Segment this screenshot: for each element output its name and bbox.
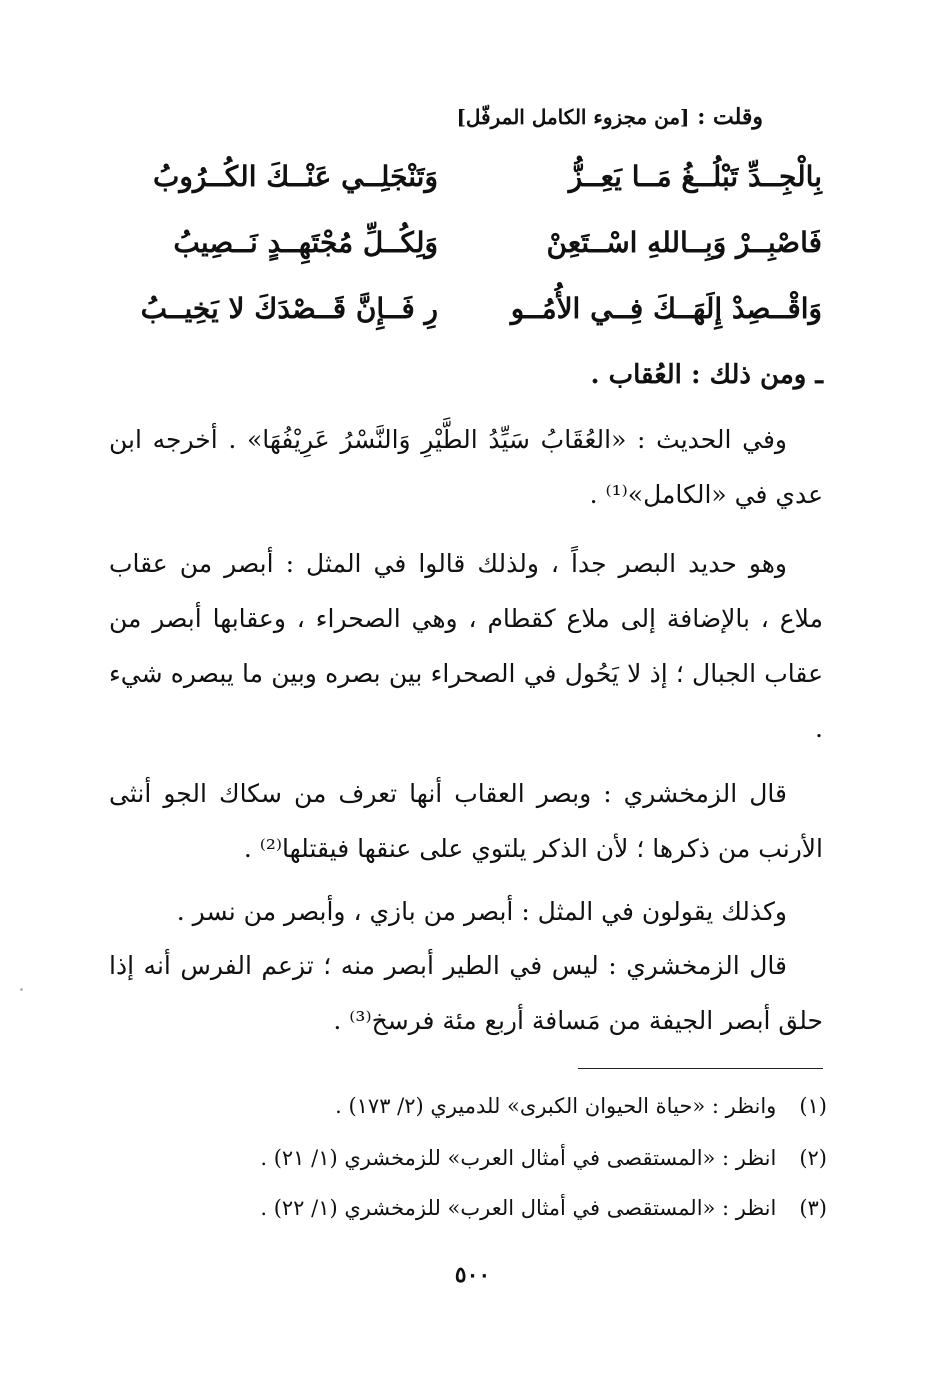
- footnote-separator: [578, 1068, 823, 1069]
- verse-second-hemistich: وَتَنْجَلِــي عَنْــكَ الكُــرُوبُ: [152, 160, 438, 193]
- verse-line: [108, 292, 822, 340]
- footnote-number: (٣): [799, 1196, 827, 1220]
- verse-first-hemistich: وَاقْــصِدْ إِلَهَــكَ فِــي الأُمُــو: [510, 292, 822, 325]
- verse-second-hemistich: رِ فَــإِنَّ قَــصْدَكَ لا يَخِيــبُ: [140, 292, 438, 325]
- body-paragraph: قال الزمخشري : ليس في الطير أبصر منه ؛ تزعم الفرس أنه إذا حلق أبصر الجيفة من مَسافة أربع مئة فرسخ⁽³⁾ .: [109, 951, 823, 1035]
- footnote: [113, 1196, 827, 1220]
- page-number: ٥٠٠: [454, 1262, 491, 1288]
- verse-introduction: [263, 104, 763, 130]
- verse-line: [108, 160, 822, 208]
- footnote: [113, 1146, 827, 1170]
- verse-first-hemistich: بِالْجِــدِّ تَبْلُــغُ مَــا يَعِــزُّ: [568, 160, 822, 193]
- verse-line: [108, 226, 822, 274]
- body-paragraph: وهو حديد البصر جداً ، ولذلك قالوا في المثل : أبصر من عقاب ملاع ، بالإضافة إلى ملاع كقطام ، وهي الصحراء ، وعقابها أبصر من عقاب الجبال ؛ إذ لا يَحُول في الصحراء بين بصره وبين ما يبصره شيء .: [109, 549, 823, 743]
- scan-speck: [20, 988, 23, 991]
- body-paragraph: قال الزمخشري : وبصر العقاب أنها تعرف من سكاك الجو أنثى الأرنب من ذكرها ؛ لأن الذكر يلتوي على عنقها فيقتلها⁽²⁾ .: [109, 779, 823, 863]
- footnote: [113, 1094, 827, 1118]
- poetic-meter-label: [من مجزوء الكامل المرفّل]: [456, 105, 690, 129]
- footnote-number: (١): [799, 1094, 827, 1118]
- section-heading: ـ ومن ذلك : العُقاب .: [590, 360, 823, 390]
- footnote-text: انظر : «المستقصى في أمثال العرب» للزمخشري (١/ ٢١) .: [260, 1146, 777, 1170]
- footnote-text: وانظر : «حياة الحيوان الكبرى» للدميري (٢/ ١٧٣) .: [335, 1094, 777, 1118]
- body-paragraph: وفي الحديث : «العُقَابُ سَيِّدُ الطَّيْرِ وَالنَّسْرُ عَرِيْفُهَا» . أخرجه ابن عدي في «الكامل»⁽¹⁾ .: [109, 425, 823, 509]
- footnote-text: انظر : «المستقصى في أمثال العرب» للزمخشري (١/ ٢٢) .: [260, 1196, 777, 1220]
- verse-second-hemistich: وَلِكُــلِّ مُجْتَهِــدٍ نَــصِيبُ: [173, 226, 438, 259]
- verse-first-hemistich: فَاصْبِــرْ وَبِــاللهِ اسْــتَعِنْ: [546, 226, 822, 259]
- footnote-number: (٢): [799, 1146, 827, 1170]
- body-paragraph: وكذلك يقولون في المثل : أبصر من بازي ، وأبصر من نسر .: [176, 897, 787, 926]
- intro-lead: وقلت :: [697, 104, 763, 130]
